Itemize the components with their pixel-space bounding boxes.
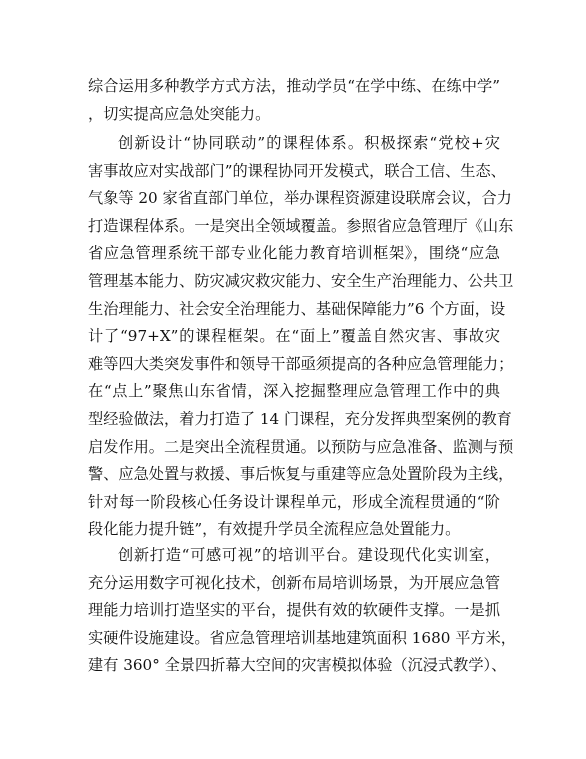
- text-line: 综合运用多种教学方式方法，推动学员“在学中练、在练中学”: [88, 77, 500, 95]
- text-line: 害事故应对实战部门”的课程协同开发模式，联合工信、生态、: [88, 161, 506, 180]
- text-line: ，切实提高应急处突能力。: [88, 104, 271, 123]
- text-line: 省应急管理系统干部专业化能力教育培训框架》，围绕“应急: [88, 244, 500, 263]
- paragraph-3: [88, 542, 516, 680]
- text-line: 充分运用数字可视化技术，创新布局培训场景，为开展应急管: [88, 573, 500, 592]
- text-line: 理能力培训打造坚实的平台，提供有效的软硬件支撑。一是抓: [88, 601, 500, 620]
- text-line: 警、应急处置与救援、事后恢复与重建等应急处置阶段为主线，: [88, 465, 514, 484]
- text-line: 创新设计“协同联动”的课程体系。积极探索“党校+灾: [118, 134, 500, 152]
- text-line: 生治理能力、社会安全治理能力、基础保障能力”6 个方面，设: [88, 299, 506, 318]
- text-line: 打造课程体系。一是突出全领域覆盖。参照省应急管理厅《山东: [88, 216, 514, 235]
- text-line: 实硬件设施建设。省应急管理培训基地建筑面积 1680 平方米，: [88, 628, 516, 647]
- text-line: 启发作用。二是突出全流程贯通。以预防与应急准备、监测与预: [88, 437, 514, 456]
- text-line: 难等四大类突发事件和领导干部亟须提高的各种应急管理能力；: [88, 354, 514, 373]
- text-line: 建有 360° 全景四折幕大空间的灾害模拟体验（沉浸式教学）、: [88, 656, 507, 675]
- text-line: 计了“97+X”的课程框架。在“面上”覆盖自然灾害、事故灾: [88, 327, 500, 346]
- text-line: 在“点上”聚焦山东省情，深入挖掘整理应急管理工作中的典: [88, 382, 500, 401]
- text-line: 型经验做法，着力打造了 14 门课程，充分发挥典型案例的教育: [88, 409, 512, 428]
- text-line: 管理基本能力、防灾减灾救灾能力、安全生产治理能力、公共卫: [88, 271, 514, 290]
- paragraph-2: [88, 130, 514, 544]
- paragraph-1: [88, 73, 500, 128]
- text-line: 气象等 20 家省直部门单位，举办课程资源建设联席会议，合力: [88, 189, 512, 208]
- text-line: 创新打造“可感可视”的培训平台。建设现代化实训室，: [118, 546, 500, 564]
- text-line: 段化能力提升链”，有效提升学员全流程应急处置能力。: [88, 520, 461, 539]
- text-line: 针对每一阶段核心任务设计课程单元，形成全流程贯通的“阶: [88, 492, 500, 511]
